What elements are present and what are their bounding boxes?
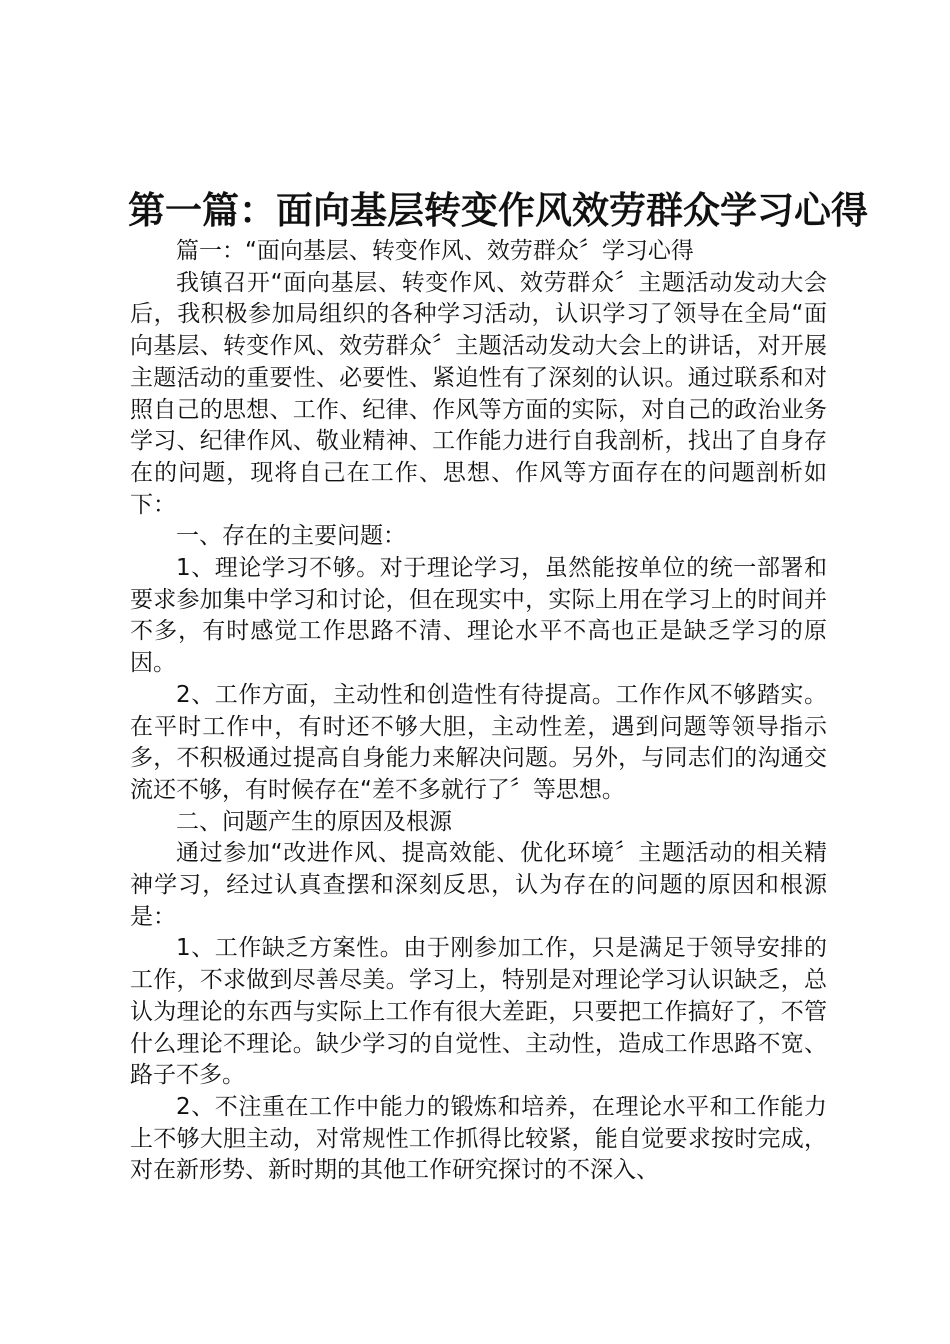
document-title: 第一篇：面向基层转变作风效劳群众学习心得 [128,188,868,232]
section-heading-causes: 二、问题产生的原因及根源 [176,808,452,835]
paragraph-cause-2: 2、不注重在工作中能力的锻炼和培养，在理论水平和工作能力上不够大胆主动，对常规性工作抓得比较紧，能自觉要求按时完成，对在新形势、新时期的其他工作研究探讨的不深入、 [130,1093,827,1184]
paragraph-problem-2: 2、工作方面，主动性和创造性有待提高。工作作风不够踏实。在平时工作中，有时还不够大胆，主动性差，遇到问题等领导指示多，不积极通过提高自身能力来解决问题。另外，与同志们的沟通交流还不够，有时候存在“差不多就行了〞等思想。 [130,681,827,803]
paragraph-subtitle: 篇一：“面向基层、转变作风、效劳群众〞学习心得 [176,238,694,264]
paragraph-intro: 我镇召开“面向基层、转变作风、效劳群众〞主题活动发动大会后，我积极参加局组织的各种学习活动，认识学习了领导在全局“面向基层、转变作风、效劳群众〞主题活动发动大会上的讲话，对开展主题活动的重要性、必要性、紧迫性有了深刻的认识。通过联系和对照自己的思想、工作、纪律、作风等方面的实际，对自己的政治业务学习、纪律作风、敬业精神、工作能力进行自我剖析，找出了自身存在的问题，现将自己在工作、思想、作风等方面存在的问题剖析如下： [130,269,827,518]
paragraph-causes-intro: 通过参加“改进作风、提高效能、优化环境〞主题活动的相关精神学习，经过认真查摆和深刻反思，认为存在的问题的原因和根源是： [130,840,827,930]
paragraph-cause-1: 1、工作缺乏方案性。由于刚参加工作，只是满足于领导安排的工作，不求做到尽善尽美。学习上，特别是对理论学习认识缺乏，总认为理论的东西与实际上工作有很大差距，只要把工作搞好了，不管什么理论不理论。缺少学习的自觉性、主动性，造成工作思路不宽、路子不多。 [130,935,827,1089]
paragraph-problem-1: 1、理论学习不够。对于理论学习，虽然能按单位的统一部署和要求参加集中学习和讨论，但在现实中，实际上用在学习上的时间并不多，有时感觉工作思路不清、理论水平不高也正是缺乏学习的原因。 [130,555,827,677]
section-heading-problems: 一、存在的主要问题： [176,523,406,550]
document-body [130,236,827,1187]
